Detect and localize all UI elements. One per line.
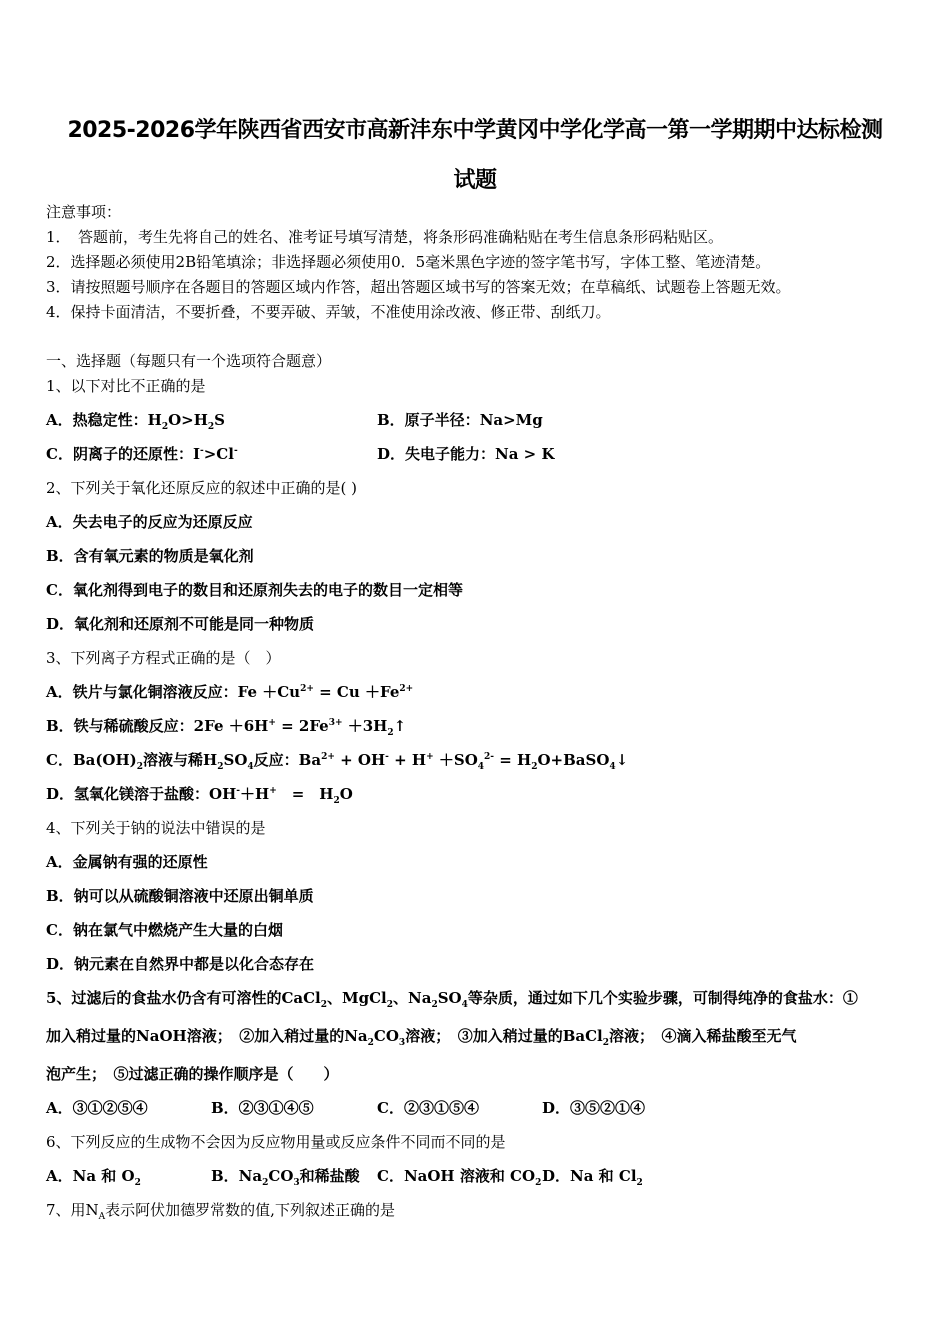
notice-item-1: 1． 答题前，考生先将自己的姓名、准考证号填写清楚，将条形码准确粘贴在考生信息条形码粘贴区。 [46,228,724,246]
q4-option-b: B．钠可以从硫酸铜溶液中还原出铜单质 [46,887,314,905]
q3-option-d: D．氢氧化镁溶于盐酸：OH-＋H+ = $H_2O$ [46,785,353,806]
notice-item-4: 4．保持卡面清洁，不要折叠，不要弄破、弄皱，不准使用涂改液、修正带、刮纸刀。 [46,303,611,321]
q3-stem: 3、下列离子方程式正确的是（ ） [46,649,281,667]
q1-option-c: C．阴离子的还原性：I->Cl- [46,445,238,463]
q1-option-b: B．原子半径：Na>Mg [377,411,543,429]
q4-option-a: A．金属钠有强的还原性 [46,853,208,871]
section-heading: 一、选择题（每题只有一个选项符合题意） [46,352,332,370]
notice-item-3: 3．请按照题号顺序在各题目的答题区域内作答，超出答题区域书写的答案无效；在草稿纸、试题卷上答题无效。 [46,278,791,296]
q1-stem: 1、以下对比不正确的是 [46,377,206,395]
q1-option-a: A．热稳定性：$H_2O>H_2S$ [46,411,226,432]
q2-option-c: C．氧化剂得到电子的数目和还原剂失去的电子的数目一定相等 [46,581,463,599]
q5-stem-line3: 泡产生； ⑤过滤正确的操作顺序是（ ） [46,1065,339,1083]
q6-option-d: D．Na 和 $Cl_2$ [542,1167,643,1188]
q5-option-d: D．③⑤②①④ [542,1099,646,1117]
exam-title-line1: 2025-2026学年陕西省西安市高新沣东中学黄冈中学化学高一第一学期期中达标检测 [67,118,883,143]
notice-heading: 注意事项： [46,203,122,221]
q4-stem: 4、下列关于钠的说法中错误的是 [46,819,266,837]
q5-option-b: B．②③①④⑤ [211,1099,314,1117]
q2-option-b: B．含有氧元素的物质是氧化剂 [46,547,254,565]
q4-option-c: C．钠在氯气中燃烧产生大量的白烟 [46,921,283,939]
q3-option-b: B．铁与稀硫酸反应：$2Fe +6H^+ = 2Fe^{3+}$ $+3H_2↑$ [46,717,407,738]
q5-stem-line1: 5、过滤后的食盐水仍含有可溶性的CaCl$_2$、MgCl$_2$、$Na_2SO_4$等杂质，通过如下几个实验步骤，可制得纯净的食盐水：① [46,989,858,1010]
q5-option-a: A．③①②⑤④ [46,1099,148,1117]
q6-stem: 6、下列反应的生成物不会因为反应物用量或反应条件不同而不同的是 [46,1133,506,1151]
q6-option-a: A．Na 和 $O_2$ [46,1167,141,1188]
q7-stem: 7、用$N_A$表示阿伏加德罗常数的值,下列叙述正确的是 [46,1201,395,1222]
q6-option-b: B．$Na_2CO_3$和稀盐酸 [211,1167,360,1188]
notice-item-2: 2．选择题必须使用2B铅笔填涂；非选择题必须使用0．5毫米黑色字迹的签字笔书写，字体工整、笔迹清楚。 [46,253,771,271]
q3-option-c: C．$Ba(OH)_2$溶液与稀$H_2SO_4$反应：$Ba^{2+} + OH^- + H^+ +SO_4^{2-}$ = $H_2O+BaSO_4↓$ [46,751,629,772]
q4-option-d: D．钠元素在自然界中都是以化合态存在 [46,955,315,973]
q5-stem-line2: 加入稍过量的NaOH溶液； ②加入稍过量的$Na_2CO_3$溶液； ③加入稍过量的BaCl$_2$溶液； ④滴入稀盐酸至无气 [46,1027,797,1048]
q5-option-c: C．②③①⑤④ [377,1099,479,1117]
q2-option-a: A．失去电子的反应为还原反应 [46,513,253,531]
q2-option-d: D．氧化剂和还原剂不可能是同一种物质 [46,615,315,633]
exam-title-line2: 试题 [453,168,497,193]
q3-option-a: A．铁片与氯化铜溶液反应：$Fe +Cu^{2+} = Cu +Fe^{2+}$ [46,683,414,701]
q1-option-d: D．失电子能力：Na > K [377,445,555,463]
q2-stem: 2、下列关于氧化还原反应的叙述中正确的是( ) [46,479,358,497]
q6-option-c: C．NaOH 溶液和 $CO_2$ [377,1167,542,1188]
